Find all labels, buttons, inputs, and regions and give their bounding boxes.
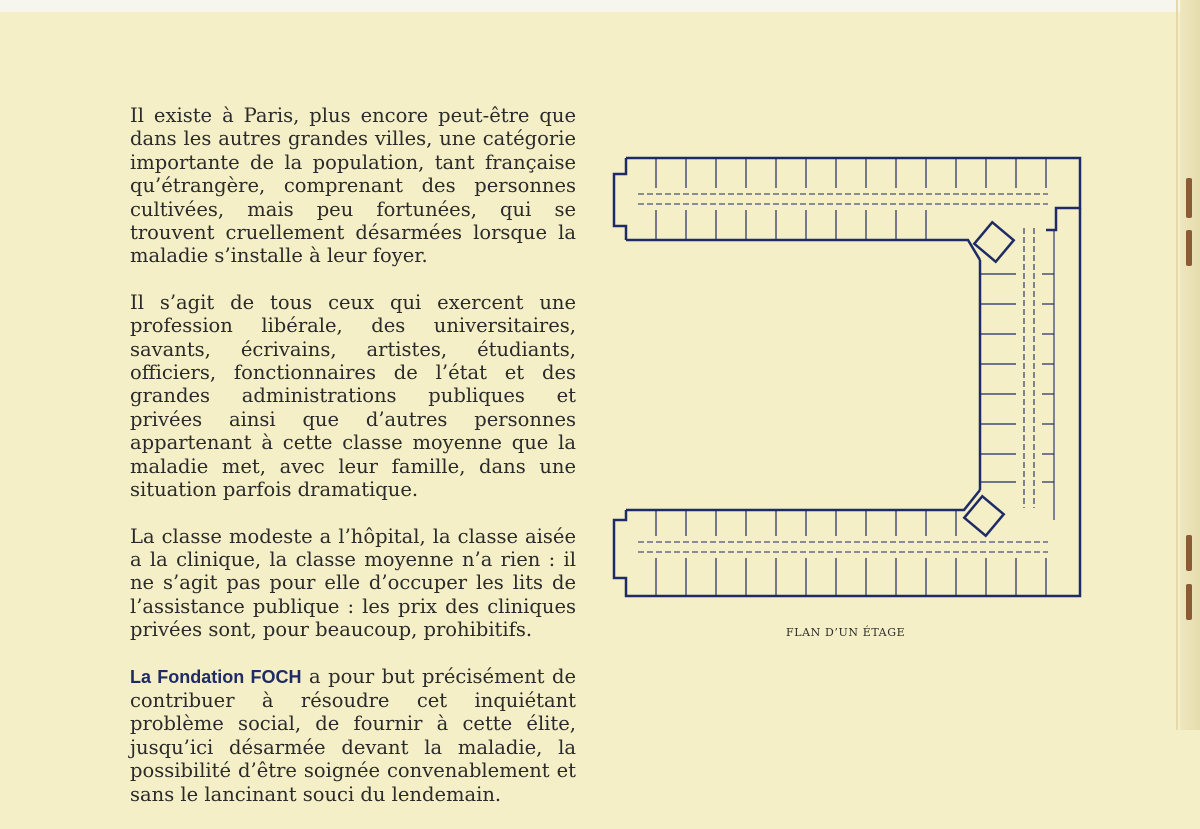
body-text	[130, 104, 576, 829]
floor-plan	[608, 148, 1086, 608]
next-page-edge	[1180, 0, 1200, 730]
paragraph-4	[130, 665, 576, 806]
staple-mark	[1186, 230, 1192, 266]
paragraph-1: Il existe à Paris, plus encore peut-être que dans les autres grandes villes, une catégorie importante de la population, tant française qu’étrangère, comprenant des personnes cultivées, mais peu fortunées, qui se trouvent cruellement désarmées lorsque la maladie s’installe à leur foyer.	[130, 104, 576, 268]
scan-top-strip	[0, 0, 1200, 12]
figure-caption: FLAN D’UN ÉTAGE	[786, 626, 906, 639]
paragraph-2: Il s’agit de tous ceux qui exercent une profession libérale, des universitaires, savants, écrivains, artistes, étudiants, officiers, fonctionnaires de l’état et des grandes administrations publiques et privées ainsi que d’autres personnes appartenant à cette classe moyenne que la maladie met, avec leur famille, dans une situation parfois dramatique.	[130, 290, 576, 502]
page-crease	[1176, 0, 1178, 730]
paragraph-4-text: a pour but précisément de contribuer à résoudre cet inquiétant problème social, de fournir à cette élite, jusqu’ici désarmée devant la maladie, la possibilité d’être soignée convenablement et sans le lancinant souci du lendemain.	[130, 664, 576, 806]
staple-mark	[1186, 535, 1192, 571]
staple-mark	[1186, 178, 1192, 218]
foundation-name: La Fondation FOCH	[130, 666, 302, 687]
paragraph-3: La classe modeste a l’hôpital, la classe aisée a la clinique, la classe moyenne n’a rien : il ne s’agit pas pour elle d’occuper les lits de l’assistance publique : les prix des cliniques privées sont, pour beaucoup, prohibitifs.	[130, 524, 576, 642]
staple-mark	[1186, 584, 1192, 620]
